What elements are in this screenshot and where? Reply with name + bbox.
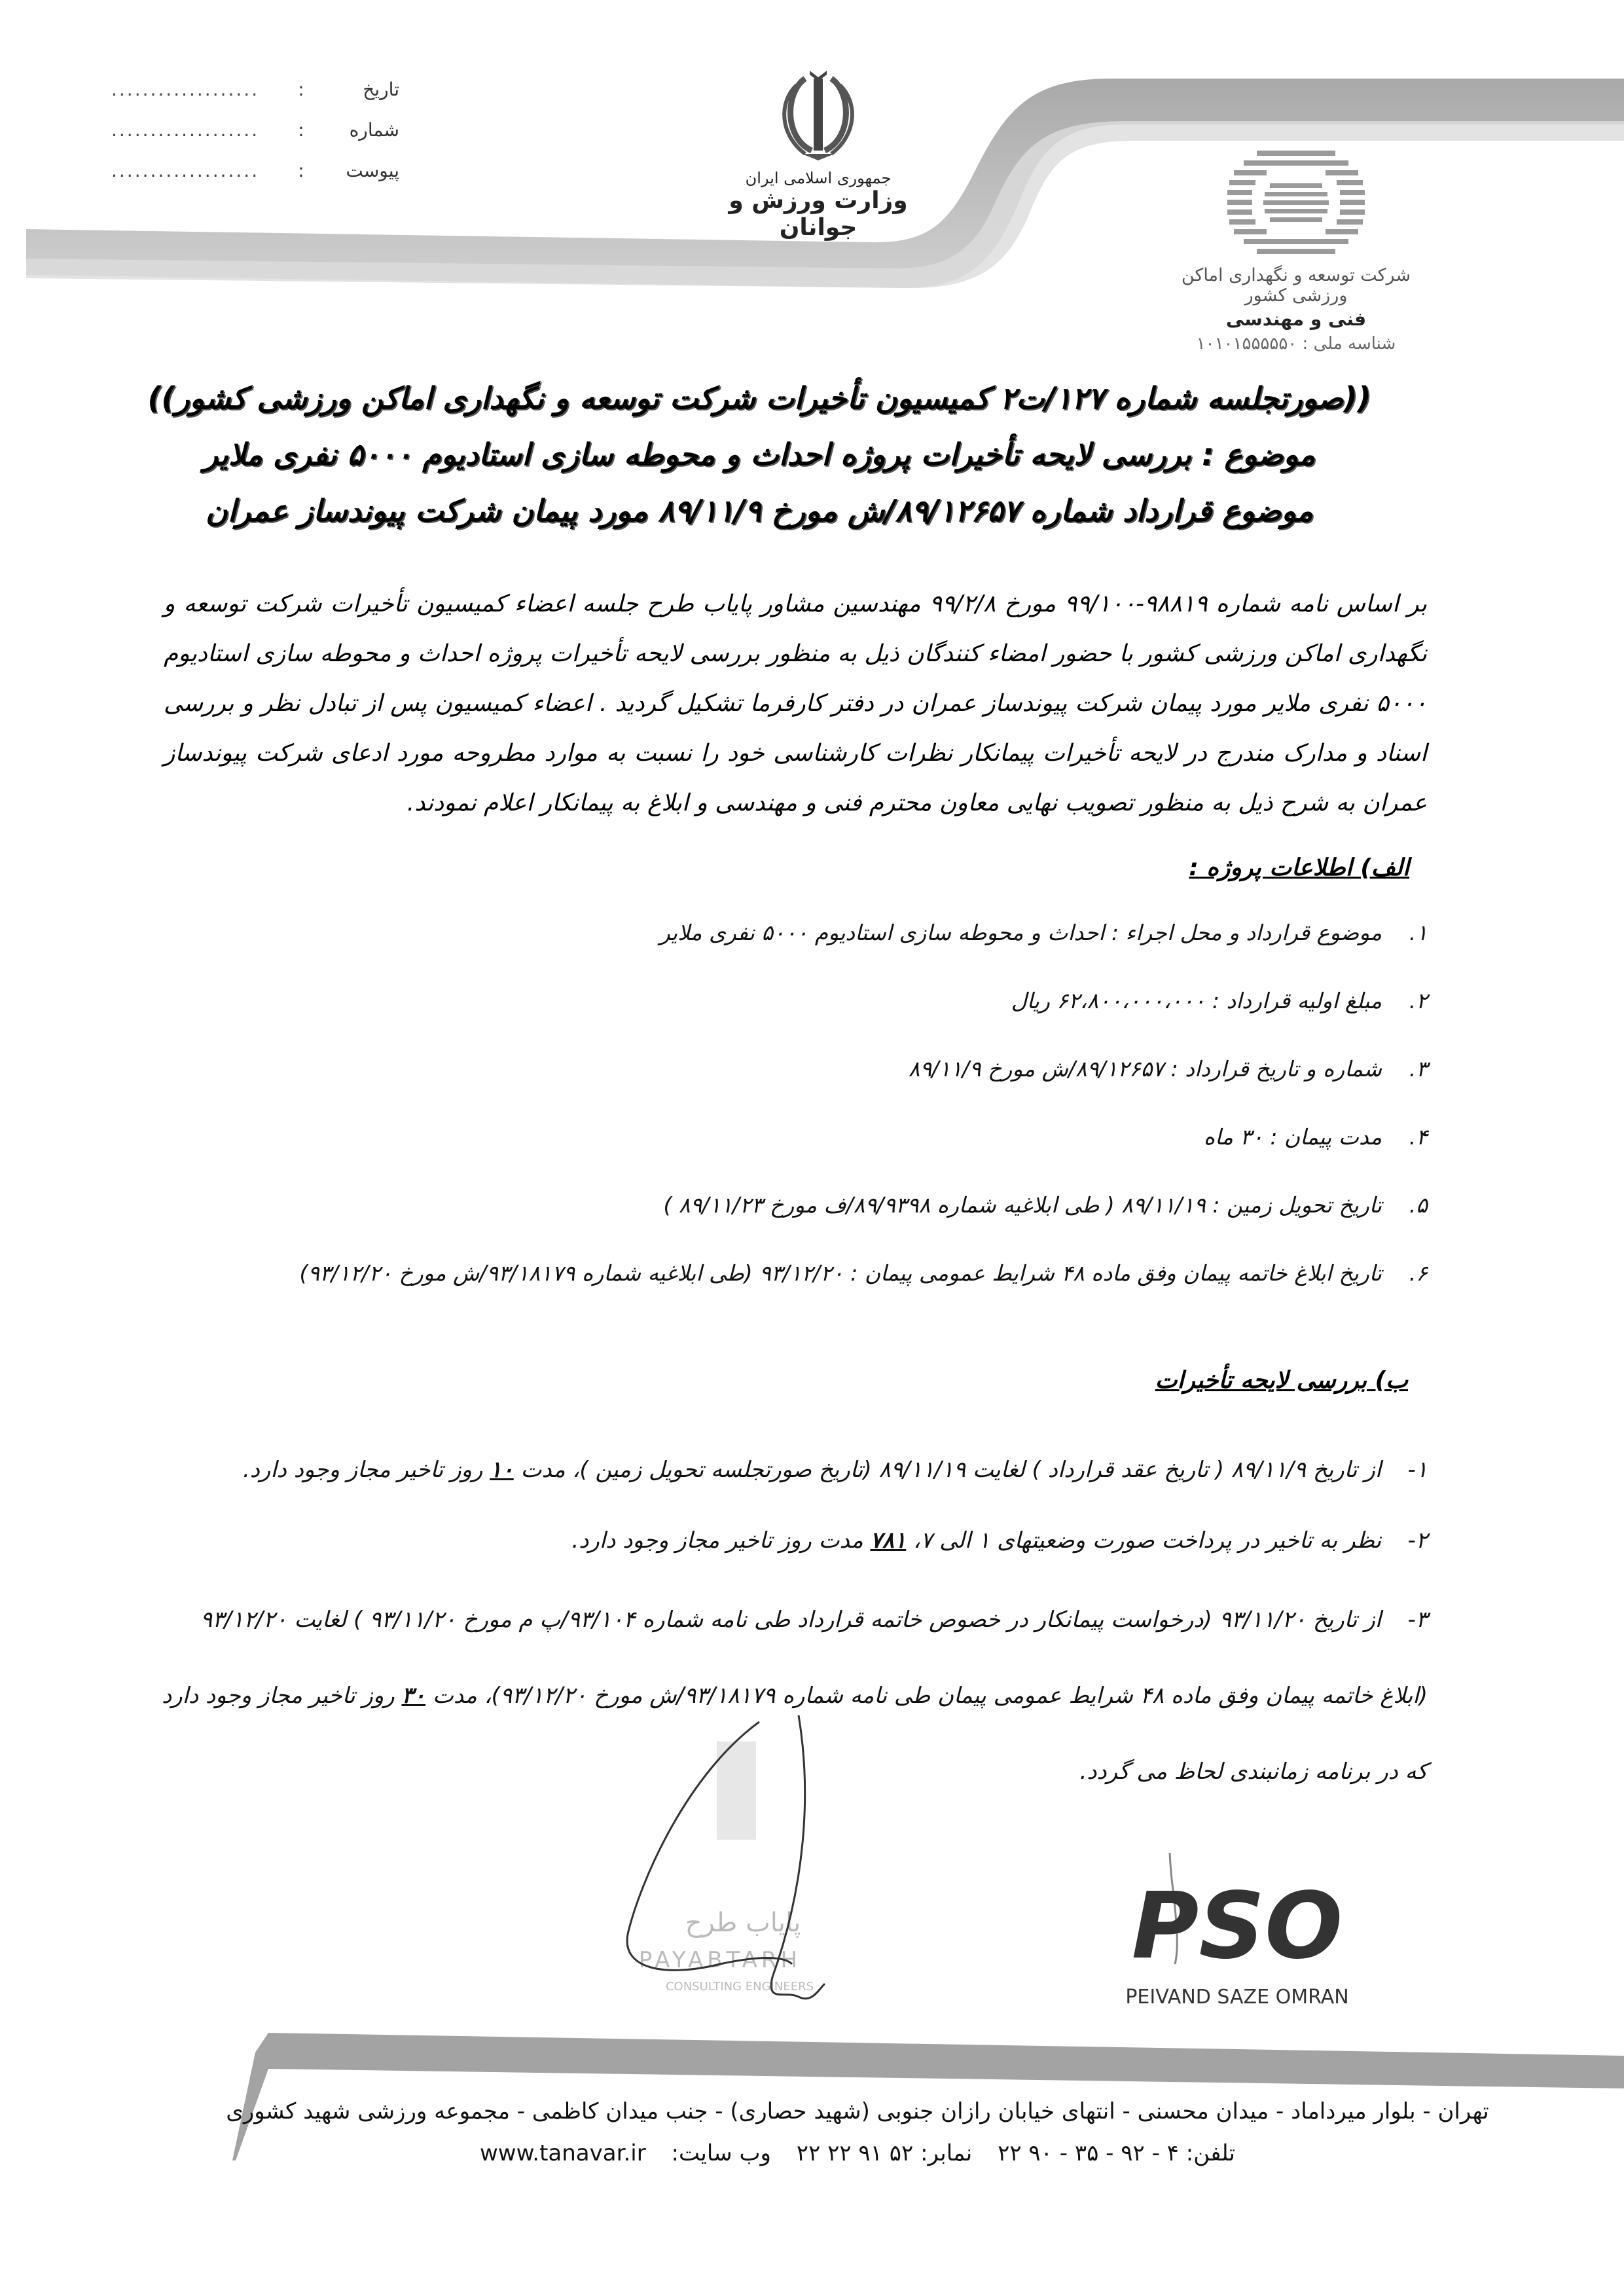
contract-subject-title: موضوع قرارداد شماره ۸۹/۱۲۶۵۷/ش مورخ ۸۹/۱۱/۹ مورد پیمان شرکت پیوندساز عمران xyxy=(206,493,1313,528)
meta-attachment: پیوست : ................... xyxy=(111,160,399,181)
list-item: ۱. موضوع قرارداد و محل اجراء : احداث و محوطه سازی استادیوم ۵۰۰۰ نفری ملایر xyxy=(659,920,1428,945)
list-item: ۲- نظر به تاخیر در پرداخت صورت وضعیتهای ۱ الی ۷، ۷۸۱ مدت روز تاخیر مجاز وجود دارد. xyxy=(571,1527,1428,1554)
meta-number: شماره : ................... xyxy=(111,119,399,141)
stamp-name-fa: پایاب طرح xyxy=(685,1908,801,1938)
project-info-list xyxy=(151,920,1428,1328)
section-a-heading: الف) اطلاعات پروژه : xyxy=(1189,854,1409,881)
minutes-title: ((صورتجلسه شماره ۱۲۷/ت۲ کمیسیون تأخیرات شرکت توسعه و نگهداری اماکن ورزشی کشور)) xyxy=(147,380,1371,416)
contractor-stamp xyxy=(1106,1853,1355,2023)
list-item: ۵. تاریخ تحویل زمین : ۸۹/۱۱/۱۹ ( طی ابلاغیه شماره ۸۹/۹۳۹۸/ف مورخ ۸۹/۱۱/۲۳ ) xyxy=(663,1192,1428,1218)
company-logo-text: PSO xyxy=(1131,1873,1343,1980)
footer-website-label: وب سایت: xyxy=(671,2140,771,2166)
stamp-company-name: PEIVAND SAZE OMRAN xyxy=(1125,1986,1349,2009)
company-national-id: شناسه ملی : ۱۰۱۰۱۵۵۵۵۵۰ xyxy=(1196,334,1396,354)
meta-date: تاریخ : ................... xyxy=(111,79,399,100)
meta-number-value: ................... xyxy=(111,119,260,141)
intro-paragraph: بر اساس نامه شماره ۹۸۸۱۹-۹۹/۱۰۰ مورخ ۹۹/۲/۸ مهندسین مشاور پایاب طرح جلسه اعضاء کمیسیون تأخیرات شرکت توسعه و نگهداری اماکن ورزشی کشور با حضور امضاء کنندگان ذیل به منظور بررسی لایحه تأخیرات پروژه احداث و محوطه سازی استادیوم ۵۰۰۰ نفری ملایر مورد پیمان شرکت پیوندساز عمران در دفتر کارفرما تشکیل گردید . اعضاء کمیسیون پس از تبادل نظر و بررسی اسناد و مدارک مندرج در لایحه تأخیرات پیمانکار نظرات کارشناسی خود را نسبت به موارد مطروحه مورد ادعای شرکت پیوندساز عمران به شرح ذیل به منظور تصویب نهایی معاون محترم فنی و مهندسی و ابلاغ به پیمانکار اعلام نمودند. xyxy=(164,591,1428,816)
consultant-stamp xyxy=(589,1715,929,2023)
stamp-name-en: PAYABTARH xyxy=(638,1947,802,1973)
meta-date-value: ................... xyxy=(111,79,260,100)
allowed-days-value: ۷۸۱ xyxy=(870,1527,907,1554)
meta-attachment-label: پیوست xyxy=(346,160,399,181)
company-department: فنی و مهندسی xyxy=(1225,308,1367,330)
meta-number-label: شماره xyxy=(349,119,399,141)
document-titles xyxy=(131,370,1388,539)
meta-date-label: تاریخ xyxy=(363,79,399,100)
company-logo-icon xyxy=(1218,147,1375,259)
list-item: ۳. شماره و تاریخ قرارداد : ۸۹/۱۲۶۵۷/ش مورخ ۸۹/۱۱/۹ xyxy=(908,1056,1428,1082)
ministry-name: وزارت ورزش و جوانان xyxy=(729,187,908,241)
letter-meta-fields xyxy=(111,79,399,200)
list-item: ۴. مدت پیمان : ۳۰ ماه xyxy=(1203,1124,1428,1150)
company-header xyxy=(1152,147,1440,354)
ministry-country: جمهوری اسلامی ایران xyxy=(745,169,892,187)
subject-title: موضوع : بررسی لایحه تأخیرات پروژه احداث و محوطه سازی استادیوم ۵۰۰۰ نفری ملایر xyxy=(203,437,1316,472)
list-item: ۱- از تاریخ ۸۹/۱۱/۹ ( تاریخ عقد قرارداد ) لغایت ۸۹/۱۱/۱۹ (تاریخ صورتجلسه تحویل زمین )، مدت ۱۰ روز تاخیر مجاز وجود دارد. xyxy=(242,1457,1428,1483)
allowed-days-value: ۳۰ xyxy=(401,1683,426,1709)
section-b-heading: ب) بررسی لایحه تأخیرات xyxy=(1155,1367,1408,1394)
footer-fax: نمابر: ۵۲ ۹۱ ۲۲ ۲۲ xyxy=(796,2140,973,2166)
footer-website[interactable]: www.tanavar.ir xyxy=(479,2140,646,2166)
footer-address: تهران - بلوار میرداماد - میدان محسنی - انتهای خیابان رازان جنوبی (شهید حصاری) - جنب میدان کاظمی - مجموعه ورزشی شهید کشوری xyxy=(226,2098,1489,2124)
list-item: ۶. تاریخ ابلاغ خاتمه پیمان وفق ماده ۴۸ شرایط عمومی پیمان : ۹۳/۱۲/۲۰ (طی ابلاغیه شماره ۹۳/۱۸۱۷۹/ش مورخ ۹۳/۱۲/۲۰) xyxy=(299,1260,1428,1286)
company-name: شرکت توسعه و نگهداری اماکن ورزشی کشور xyxy=(1181,265,1411,306)
letterhead-footer xyxy=(196,2098,1519,2166)
meta-attachment-value: ................... xyxy=(111,160,260,181)
footer-contact xyxy=(196,2140,1519,2166)
footer-phone: تلفن: ۴ - ۹۲ - ۳۵ - ۹۰ ۲۲ xyxy=(998,2140,1235,2166)
allowed-days-value: ۱۰ xyxy=(490,1457,514,1483)
list-item: ۲. مبلغ اولیه قرارداد : ۶۲،۸۰۰،۰۰۰،۰۰۰ ریال xyxy=(1011,988,1428,1013)
list-item: ۳- از تاریخ ۹۳/۱۱/۲۰ (درخواست پیمانکار در خصوص خاتمه قرارداد طی نامه شماره ۹۳/۱۰۴/پ م مورخ ۹۳/۱۱/۲۰ ) لغایت ۹۳/۱۲/۲۰ (ابلاغ خاتمه پیمان وفق ماده ۴۸ شرایط عمومی پیمان طی نامه شماره ۹۳/۱۸۱۷۹/ش مورخ ۹۳/۱۲/۲۰)، مدت ۳۰ روز تاخیر مجاز وجود دارد که در برنامه زمانبندی لحاظ می گردد. xyxy=(162,1607,1428,1785)
ministry-header xyxy=(707,65,929,241)
iran-emblem-icon xyxy=(776,65,861,164)
stamp-subtitle: CONSULTING ENGINEERS xyxy=(665,1980,814,1994)
